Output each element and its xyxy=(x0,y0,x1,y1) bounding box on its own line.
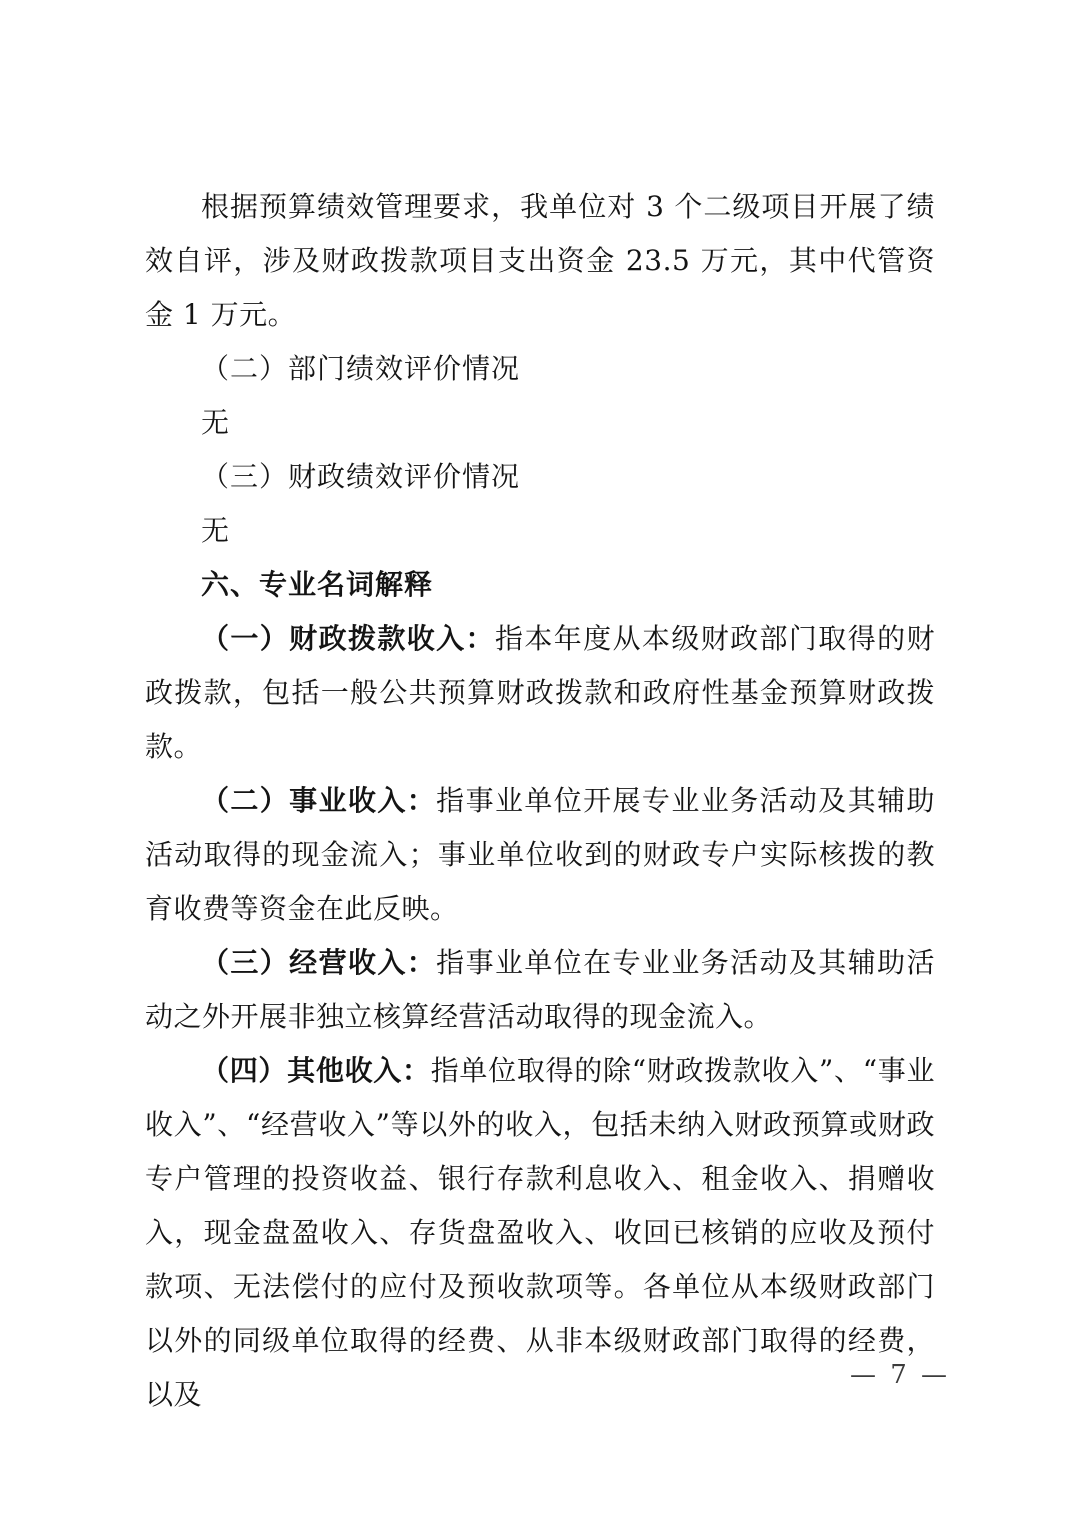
term-label: （一）财政拨款收入： xyxy=(201,622,495,655)
body-paragraph: 无 xyxy=(201,514,230,547)
document-body xyxy=(145,180,935,1422)
subsection-heading: （二）部门绩效评价情况 xyxy=(201,352,521,385)
body-paragraph: 根据预算绩效管理要求，我单位对 3 个二级项目开展了绩效自评，涉及财政拨款项目支出资金 23.5 万元，其中代管资金 1 万元。 xyxy=(145,190,935,331)
term-paragraph: （一）财政拨款收入：指本年度从本级财政部门取得的财政拨款，包括一般公共预算财政拨款和政府性基金预算财政拨款。 xyxy=(145,622,935,763)
term-paragraph: （四）其他收入：指单位取得的除“财政拨款收入”、“事业收入”、“经营收入”等以外的收入，包括未纳入财政预算或财政专户管理的投资收益、银行存款利息收入、租金收入、捐赠收入，现金盘盈收入、存货盘盈收入、收回已核销的应收及预付款项、无法偿付的应付及预收款项等。各单位从本级财政部门以外的同级单位取得的经费、从非本级财政部门取得的经费，以及 xyxy=(145,1054,935,1411)
body-paragraph: 无 xyxy=(201,406,230,439)
subsection-heading: （三）财政绩效评价情况 xyxy=(201,460,521,493)
term-label: （二）事业收入： xyxy=(201,784,437,817)
section-heading: 六、专业名词解释 xyxy=(201,568,434,601)
term-paragraph: （三）经营收入：指事业单位在专业业务活动及其辅助活动之外开展非独立核算经营活动取得的现金流入。 xyxy=(145,946,935,1033)
term-label: （四）其他收入： xyxy=(201,1054,431,1087)
page-number: — 7 — xyxy=(849,1360,951,1390)
term-paragraph: （二）事业收入：指事业单位开展专业业务活动及其辅助活动取得的现金流入；事业单位收到的财政专户实际核拨的教育收费等资金在此反映。 xyxy=(145,784,935,925)
term-label: （三）经营收入： xyxy=(201,946,437,979)
